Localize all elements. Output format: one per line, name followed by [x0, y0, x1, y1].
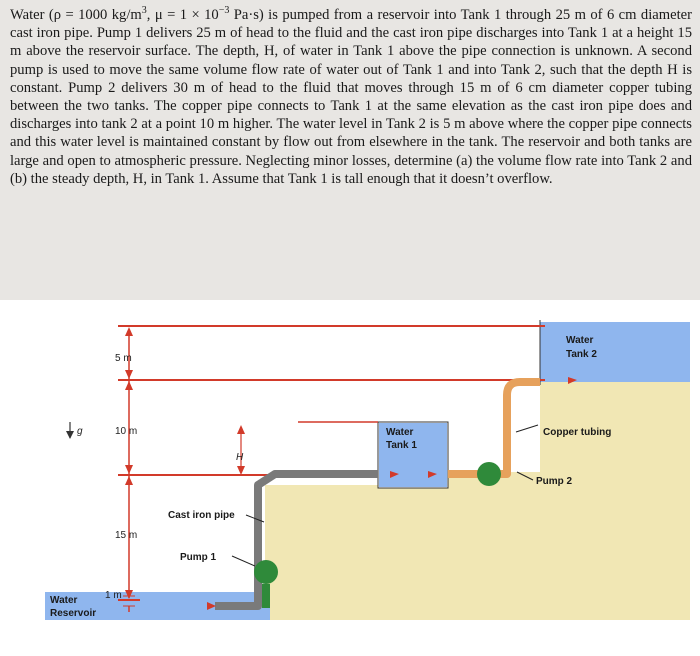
problem-text-1: Water (ρ = 1000 kg/m	[10, 7, 142, 23]
pump-1-label: Pump 1	[180, 552, 217, 563]
tank-2-label-line2: Tank 2	[566, 349, 597, 360]
tank-1-label-line1: Water	[386, 427, 414, 438]
one-m-label: 1 m	[105, 590, 122, 601]
pump-2-label: Pump 2	[536, 476, 573, 487]
pump-1	[254, 560, 278, 584]
problem-statement	[10, 6, 692, 188]
problem-text-2: , μ = 1 × 10	[146, 7, 219, 23]
fifteen-m-label: 15 m	[115, 530, 138, 541]
problem-text-3: Pa·s) is pumped from a reservoir into Tank 1 through 25 m of 6 cm diameter cast iron pipe. Pump 1 delivers 25 m of head to the fluid and the cast iron pipe discharges into Tank 1 at a height 15 m above the reservoir surface. The depth, H, of water in Tank 1 above the pipe connection is unknown. A second pump is used to move the same volume flow rate of water out of Tank 1 and into Tank 2, such that the depth H is constant. Pump 2 delivers 30 m of head to the fluid that moves through 15 m of 6 cm diameter copper tubing between the two tanks. The copper pipe connects to Tank 1 at the same elevation as the cast iron pipe does and discharges into tank 2 at a point 10 m higher. The water level in Tank 2 is 5 m above where the copper pipe connects and this water level is maintained constant by flow out from elsewhere in the tank. The reservoir and both tanks are large and open to atmospheric pressure. Neglecting minor losses, determine (a) the volume flow rate into Tank 2 and (b) the steady depth, H, in Tank 1. Assume that Tank 1 is tall enough that it doesn’t overflow.	[10, 7, 692, 187]
pump-1-body	[262, 584, 270, 608]
problem-superscript-1: 3	[141, 5, 147, 17]
cast-iron-label: Cast iron pipe	[168, 510, 235, 521]
reservoir-label-line2: Reservoir	[50, 608, 97, 619]
reservoir-label-line1: Water	[50, 595, 78, 606]
five-m-label: 5 m	[115, 353, 132, 364]
problem-superscript-2: −3	[218, 5, 230, 17]
copper-tubing-label: Copper tubing	[543, 427, 612, 438]
tank-1-label-line2: Tank 1	[386, 440, 417, 451]
tank-2-label-line1: Water	[566, 335, 594, 346]
h-label: H	[236, 452, 244, 463]
ten-m-label: 10 m	[115, 426, 138, 437]
pump-2	[477, 462, 501, 486]
water-tank-2	[540, 322, 690, 382]
system-diagram	[0, 300, 700, 656]
gravity-label: g	[77, 426, 83, 437]
